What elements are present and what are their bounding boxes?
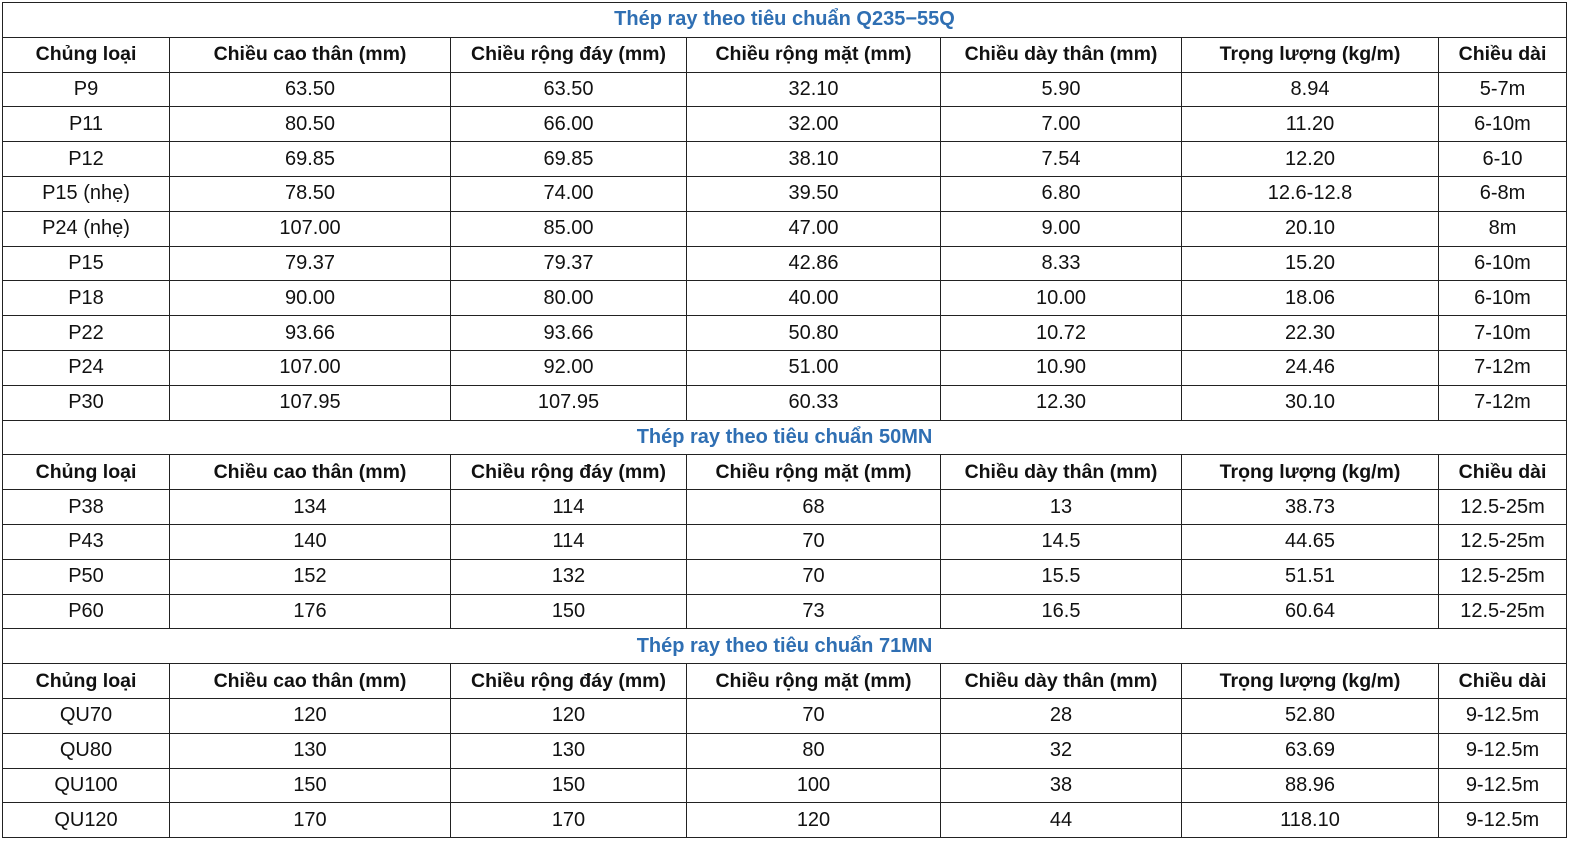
table-cell: 7-10m bbox=[1439, 316, 1567, 351]
table-cell: 16.5 bbox=[941, 594, 1182, 629]
table-cell: 18.06 bbox=[1182, 281, 1439, 316]
table-cell: 90.00 bbox=[170, 281, 451, 316]
table-cell: 8.94 bbox=[1182, 72, 1439, 107]
table-cell: 12.6-12.8 bbox=[1182, 176, 1439, 211]
column-header: Chiều dày thân (mm) bbox=[941, 37, 1182, 72]
table-cell: 80.50 bbox=[170, 107, 451, 142]
table-row bbox=[3, 524, 1567, 559]
table-row bbox=[3, 490, 1567, 525]
table-cell: 176 bbox=[170, 594, 451, 629]
table-cell: 6-10m bbox=[1439, 107, 1567, 142]
table-cell: 24.46 bbox=[1182, 350, 1439, 385]
table-cell: 60.64 bbox=[1182, 594, 1439, 629]
table-cell: 114 bbox=[451, 490, 687, 525]
table-cell: 7-12m bbox=[1439, 350, 1567, 385]
table-cell: 8m bbox=[1439, 211, 1567, 246]
table-cell: 93.66 bbox=[451, 316, 687, 351]
table-cell: 9-12.5m bbox=[1439, 733, 1567, 768]
table-cell: 120 bbox=[687, 803, 941, 838]
column-header: Trọng lượng (kg/m) bbox=[1182, 664, 1439, 699]
table-cell: 7.54 bbox=[941, 142, 1182, 177]
table-cell: 5.90 bbox=[941, 72, 1182, 107]
table-cell: P24 bbox=[3, 350, 170, 385]
table-cell: 92.00 bbox=[451, 350, 687, 385]
table-cell: 120 bbox=[451, 698, 687, 733]
table-cell: 40.00 bbox=[687, 281, 941, 316]
table-cell: 11.20 bbox=[1182, 107, 1439, 142]
table-cell: 150 bbox=[451, 768, 687, 803]
header-row bbox=[3, 455, 1567, 490]
table-row bbox=[3, 72, 1567, 107]
table-cell: 150 bbox=[170, 768, 451, 803]
table-cell: 15.5 bbox=[941, 559, 1182, 594]
table-row bbox=[3, 594, 1567, 629]
section-title-row bbox=[3, 3, 1567, 38]
table-cell: P11 bbox=[3, 107, 170, 142]
table-cell: 63.50 bbox=[451, 72, 687, 107]
column-header: Chiều rộng mặt (mm) bbox=[687, 664, 941, 699]
section-title: Thép ray theo tiêu chuẩn 50MN bbox=[3, 420, 1567, 455]
table-cell: QU80 bbox=[3, 733, 170, 768]
table-cell: 38.10 bbox=[687, 142, 941, 177]
table-cell: 150 bbox=[451, 594, 687, 629]
column-header: Chiều dài bbox=[1439, 455, 1567, 490]
table-cell: 107.00 bbox=[170, 350, 451, 385]
table-cell: 10.00 bbox=[941, 281, 1182, 316]
section-title-row bbox=[3, 629, 1567, 664]
table-cell: 51.00 bbox=[687, 350, 941, 385]
table-cell: 69.85 bbox=[170, 142, 451, 177]
table-cell: 66.00 bbox=[451, 107, 687, 142]
table-row bbox=[3, 803, 1567, 838]
table-cell: P38 bbox=[3, 490, 170, 525]
table-cell: 7.00 bbox=[941, 107, 1182, 142]
table-cell: 140 bbox=[170, 524, 451, 559]
table-row bbox=[3, 281, 1567, 316]
table-cell: 10.90 bbox=[941, 350, 1182, 385]
table-cell: 114 bbox=[451, 524, 687, 559]
table-cell: 42.86 bbox=[687, 246, 941, 281]
table-cell: 6.80 bbox=[941, 176, 1182, 211]
column-header: Chiều dày thân (mm) bbox=[941, 455, 1182, 490]
section-title-row bbox=[3, 420, 1567, 455]
table-cell: P18 bbox=[3, 281, 170, 316]
column-header: Chủng loại bbox=[3, 455, 170, 490]
section-title: Thép ray theo tiêu chuẩn 71MN bbox=[3, 629, 1567, 664]
table-cell: 7-12m bbox=[1439, 385, 1567, 420]
column-header: Chiều cao thân (mm) bbox=[170, 37, 451, 72]
table-cell: 39.50 bbox=[687, 176, 941, 211]
column-header: Chiều dày thân (mm) bbox=[941, 664, 1182, 699]
table-cell: 85.00 bbox=[451, 211, 687, 246]
table-row bbox=[3, 559, 1567, 594]
table-cell: 12.30 bbox=[941, 385, 1182, 420]
table-cell: 70 bbox=[687, 524, 941, 559]
table-cell: 88.96 bbox=[1182, 768, 1439, 803]
table-cell: 44 bbox=[941, 803, 1182, 838]
table-row bbox=[3, 246, 1567, 281]
table-cell: 15.20 bbox=[1182, 246, 1439, 281]
column-header: Chủng loại bbox=[3, 664, 170, 699]
table-cell: 9-12.5m bbox=[1439, 768, 1567, 803]
table-cell: 6-8m bbox=[1439, 176, 1567, 211]
table-cell: 14.5 bbox=[941, 524, 1182, 559]
table-cell: 70 bbox=[687, 559, 941, 594]
table-cell: 170 bbox=[170, 803, 451, 838]
table-cell: 107.95 bbox=[451, 385, 687, 420]
table-cell: P9 bbox=[3, 72, 170, 107]
table-cell: 6-10m bbox=[1439, 246, 1567, 281]
table-cell: 152 bbox=[170, 559, 451, 594]
column-header: Chiều cao thân (mm) bbox=[170, 664, 451, 699]
table-cell: 120 bbox=[170, 698, 451, 733]
column-header: Chiều dài bbox=[1439, 664, 1567, 699]
header-row bbox=[3, 37, 1567, 72]
table-cell: P12 bbox=[3, 142, 170, 177]
table-cell: 32 bbox=[941, 733, 1182, 768]
table-cell: 28 bbox=[941, 698, 1182, 733]
table-row bbox=[3, 316, 1567, 351]
table-cell: 51.51 bbox=[1182, 559, 1439, 594]
table-cell: P24 (nhẹ) bbox=[3, 211, 170, 246]
table-cell: 79.37 bbox=[170, 246, 451, 281]
table-cell: 170 bbox=[451, 803, 687, 838]
table-cell: 80.00 bbox=[451, 281, 687, 316]
table-cell: 8.33 bbox=[941, 246, 1182, 281]
table-cell: 9.00 bbox=[941, 211, 1182, 246]
table-row bbox=[3, 350, 1567, 385]
column-header: Chiều rộng mặt (mm) bbox=[687, 37, 941, 72]
column-header: Chiều cao thân (mm) bbox=[170, 455, 451, 490]
table-cell: 134 bbox=[170, 490, 451, 525]
table-cell: QU70 bbox=[3, 698, 170, 733]
column-header: Chiều rộng đáy (mm) bbox=[451, 455, 687, 490]
table-cell: 12.20 bbox=[1182, 142, 1439, 177]
table-cell: 32.10 bbox=[687, 72, 941, 107]
table-cell: 13 bbox=[941, 490, 1182, 525]
table-cell: 30.10 bbox=[1182, 385, 1439, 420]
table-cell: P15 (nhẹ) bbox=[3, 176, 170, 211]
column-header: Chiều rộng đáy (mm) bbox=[451, 37, 687, 72]
table-cell: 12.5-25m bbox=[1439, 559, 1567, 594]
table-cell: P43 bbox=[3, 524, 170, 559]
column-header: Chiều dài bbox=[1439, 37, 1567, 72]
table-cell: 10.72 bbox=[941, 316, 1182, 351]
table-cell: 9-12.5m bbox=[1439, 698, 1567, 733]
table-row bbox=[3, 733, 1567, 768]
table-cell: 6-10m bbox=[1439, 281, 1567, 316]
table-row bbox=[3, 768, 1567, 803]
table-cell: 60.33 bbox=[687, 385, 941, 420]
table-cell: 22.30 bbox=[1182, 316, 1439, 351]
table-cell: 130 bbox=[170, 733, 451, 768]
table-cell: 5-7m bbox=[1439, 72, 1567, 107]
table-cell: 12.5-25m bbox=[1439, 490, 1567, 525]
table-cell: 78.50 bbox=[170, 176, 451, 211]
table-cell: 50.80 bbox=[687, 316, 941, 351]
table-row bbox=[3, 211, 1567, 246]
table-cell: 130 bbox=[451, 733, 687, 768]
table-cell: P22 bbox=[3, 316, 170, 351]
column-header: Chủng loại bbox=[3, 37, 170, 72]
table-cell: 132 bbox=[451, 559, 687, 594]
table-cell: QU120 bbox=[3, 803, 170, 838]
table-row bbox=[3, 107, 1567, 142]
table-cell: 107.95 bbox=[170, 385, 451, 420]
table-cell: 63.50 bbox=[170, 72, 451, 107]
table-row bbox=[3, 385, 1567, 420]
table-row bbox=[3, 698, 1567, 733]
table-cell: 93.66 bbox=[170, 316, 451, 351]
table-cell: 80 bbox=[687, 733, 941, 768]
table-cell: 47.00 bbox=[687, 211, 941, 246]
table-cell: P15 bbox=[3, 246, 170, 281]
column-header: Chiều rộng mặt (mm) bbox=[687, 455, 941, 490]
table-cell: P50 bbox=[3, 559, 170, 594]
rail-spec-table bbox=[2, 2, 1567, 838]
header-row bbox=[3, 664, 1567, 699]
table-cell: 52.80 bbox=[1182, 698, 1439, 733]
table-cell: 44.65 bbox=[1182, 524, 1439, 559]
table-cell: 38.73 bbox=[1182, 490, 1439, 525]
table-row bbox=[3, 176, 1567, 211]
table-cell: 69.85 bbox=[451, 142, 687, 177]
table-cell: 107.00 bbox=[170, 211, 451, 246]
table-cell: 70 bbox=[687, 698, 941, 733]
table-cell: 12.5-25m bbox=[1439, 594, 1567, 629]
table-cell: 32.00 bbox=[687, 107, 941, 142]
table-cell: 38 bbox=[941, 768, 1182, 803]
table-cell: QU100 bbox=[3, 768, 170, 803]
table-cell: 100 bbox=[687, 768, 941, 803]
section-title: Thép ray theo tiêu chuẩn Q235−55Q bbox=[3, 3, 1567, 38]
table-cell: 118.10 bbox=[1182, 803, 1439, 838]
column-header: Trọng lượng (kg/m) bbox=[1182, 37, 1439, 72]
table-row bbox=[3, 142, 1567, 177]
column-header: Chiều rộng đáy (mm) bbox=[451, 664, 687, 699]
table-cell: 12.5-25m bbox=[1439, 524, 1567, 559]
column-header: Trọng lượng (kg/m) bbox=[1182, 455, 1439, 490]
table-cell: 79.37 bbox=[451, 246, 687, 281]
table-cell: P30 bbox=[3, 385, 170, 420]
table-cell: P60 bbox=[3, 594, 170, 629]
table-cell: 74.00 bbox=[451, 176, 687, 211]
table-cell: 68 bbox=[687, 490, 941, 525]
table-cell: 6-10 bbox=[1439, 142, 1567, 177]
table-cell: 20.10 bbox=[1182, 211, 1439, 246]
table-cell: 73 bbox=[687, 594, 941, 629]
table-cell: 63.69 bbox=[1182, 733, 1439, 768]
table-cell: 9-12.5m bbox=[1439, 803, 1567, 838]
